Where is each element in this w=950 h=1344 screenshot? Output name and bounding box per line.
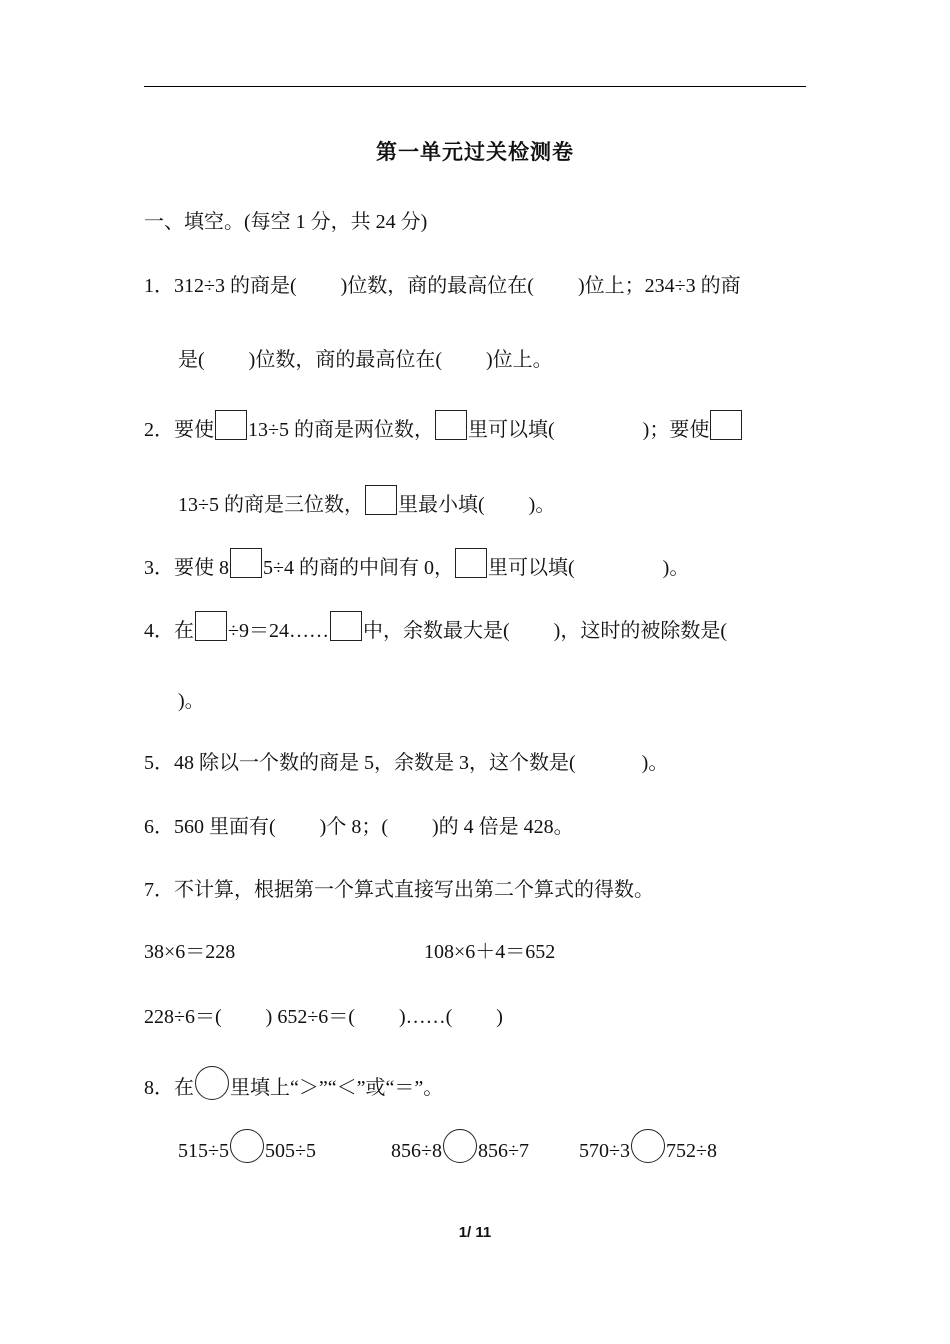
question-6 [144,813,574,841]
q8-compare-2 [391,1129,529,1165]
q2-text-g: )。 [528,494,556,516]
answer-box[interactable] [195,611,227,641]
q1-text-a: 1．312÷3 的商是( [144,275,297,297]
q2-text-b: 13÷5 的商是两位数， [248,419,434,441]
q3-text-b: 5÷4 的商的中间有 0， [263,557,454,579]
q4-text-b: ÷9＝24…… [228,620,329,642]
q8-c1-left: 515÷5 [178,1140,229,1162]
question-5 [144,749,668,777]
answer-box[interactable] [710,410,742,440]
q8-c1-right: 505÷5 [264,1140,316,1162]
compare-circle[interactable] [443,1129,477,1163]
q7-ans2-text-a: 652÷6＝( [277,1006,355,1028]
q1-text-e: )位数，商的最高位在( [248,349,442,371]
question-4-line-1 [144,611,727,645]
q7-ans2-text-b: )……( [398,1006,453,1028]
answer-box[interactable] [215,410,247,440]
question-8 [144,1066,443,1102]
q5-text-a: 5．48 除以一个数的商是 5，余数是 3，这个数是( [144,752,576,774]
q8-c2-right: 856÷7 [477,1140,529,1162]
q7-answers [144,1003,503,1031]
header-rule [144,86,806,87]
q8-text-b: 里填上“＞”“＜”或“＝”。 [230,1077,444,1099]
q1-text-c: )位上；234÷3 的商 [577,275,741,297]
q7-ans1-text-b: ) [265,1006,273,1028]
q8-compare-3 [579,1129,717,1165]
q2-text-c: 里可以填( [467,419,555,441]
q5-text-b: )。 [641,752,669,774]
q1-text-b: )位数，商的最高位在( [340,275,534,297]
answer-box[interactable] [330,611,362,641]
question-2-line-1 [144,410,743,444]
q8-c3-right: 752÷8 [665,1140,717,1162]
question-4-line-2 [178,687,205,715]
circle-blank-ref [195,1066,229,1100]
q8-compare-1 [178,1129,316,1165]
q4-text-d: )，这时的被除数是( [553,620,727,642]
answer-box[interactable] [230,548,262,578]
q1-text-d: 是( [178,349,205,371]
section-heading: 一、填空。(每空 1 分，共 24 分) [144,211,428,233]
q8-text-a: 8．在 [144,1077,194,1099]
q6-text-a: 6．560 里面有( [144,816,276,838]
q1-text-f: )位上。 [486,349,553,371]
q2-text-d: )；要使 [642,419,710,441]
question-1-line-2 [178,346,553,374]
page-title: 第一单元过关检测卷 [376,140,574,164]
q2-text-a: 2．要使 [144,419,214,441]
answer-box-ref [455,548,487,578]
q3-text-c: 里可以填( [487,557,575,579]
q2-text-f: 里最小填( [397,494,485,516]
answer-box-ref [435,410,467,440]
q7-ans2-text-c: ) [496,1006,503,1028]
q7-ans1-text-a: 228÷6＝( [144,1006,222,1028]
compare-circle[interactable] [631,1129,665,1163]
q8-c2-left: 856÷8 [391,1140,442,1162]
answer-box-ref [365,485,397,515]
compare-circle[interactable] [230,1129,264,1163]
q7-equation-2: 108×6＋4＝652 [424,941,556,963]
q4-text-e: )。 [178,690,205,712]
question-1-line-1 [144,272,741,300]
q4-text-c: 中，余数最大是( [362,620,510,642]
q3-text-a: 3．要使 8 [144,557,229,579]
question-3 [144,548,689,582]
q6-text-b: )个 8；( [319,816,388,838]
q3-text-d: )。 [662,557,690,579]
question-2-line-2 [178,485,555,519]
q7-equation-1: 38×6＝228 [144,941,236,963]
q2-text-e: 13÷5 的商是三位数， [178,494,364,516]
q6-text-c: )的 4 倍是 428。 [432,816,574,838]
question-7: 7．不计算，根据第一个算式直接写出第二个算式的得数。 [144,879,654,901]
q8-c3-left: 570÷3 [579,1140,630,1162]
page-number: 1/ 11 [458,1224,492,1241]
q4-text-a: 4．在 [144,620,194,642]
